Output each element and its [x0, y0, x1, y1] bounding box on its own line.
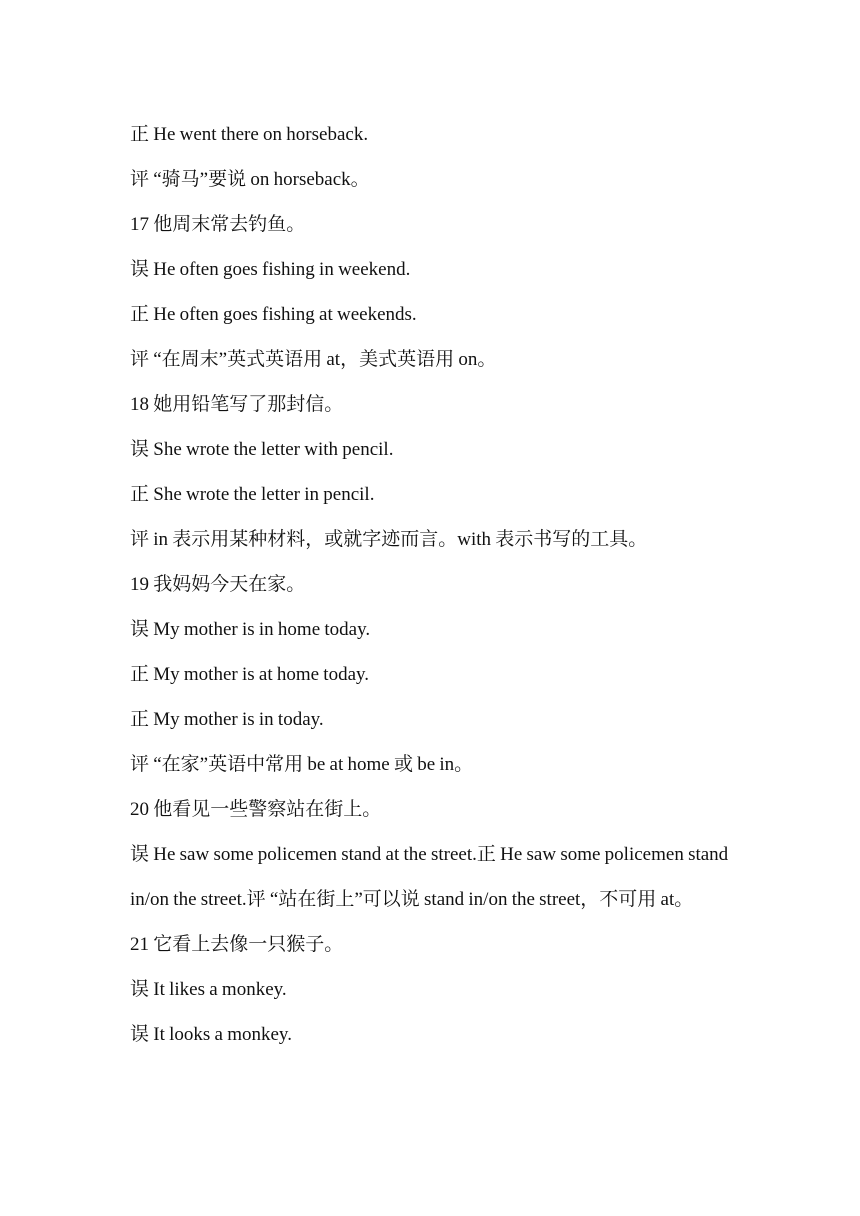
text-line: 误 It likes a monkey.	[130, 979, 287, 1000]
text-line: 正 My mother is in today.	[130, 709, 324, 730]
text-line: 20 他看见一些警察站在街上。	[130, 799, 382, 820]
text-line: 19 我妈妈今天在家。	[130, 574, 306, 595]
text-line: 误 He often goes fishing in weekend.	[130, 259, 411, 280]
text-paragraph: 误 He saw some policemen stand at the street.正 He saw some policemen stand in/on the street.评 “站在街上”可以说 stand in/on the street，不可用 at。	[130, 844, 729, 910]
text-line: 18 她用铅笔写了那封信。	[130, 394, 344, 415]
text-line: 正 He often goes fishing at weekends.	[130, 304, 417, 325]
text-line: 正 My mother is at home today.	[130, 664, 370, 685]
text-line: 评 “在周末”英式英语用 at，美式英语用 on。	[130, 349, 497, 370]
text-line: 17 他周末常去钓鱼。	[130, 214, 306, 235]
text-line: 误 She wrote the letter with pencil.	[130, 439, 394, 460]
text-line: 误 It looks a monkey.	[130, 1024, 292, 1045]
text-line: 正 He went there on horseback.	[130, 124, 369, 145]
text-line: 误 My mother is in home today.	[130, 619, 371, 640]
document-body	[130, 112, 735, 1057]
text-line: 评 in 表示用某种材料，或就字迹而言。with 表示书写的工具。	[130, 529, 648, 550]
text-line: 评 “在家”英语中常用 be at home 或 be in。	[130, 754, 474, 775]
text-line: 评 “骑马”要说 on horseback。	[130, 169, 370, 190]
text-line: 正 She wrote the letter in pencil.	[130, 484, 375, 505]
text-line: 21 它看上去像一只猴子。	[130, 934, 344, 955]
